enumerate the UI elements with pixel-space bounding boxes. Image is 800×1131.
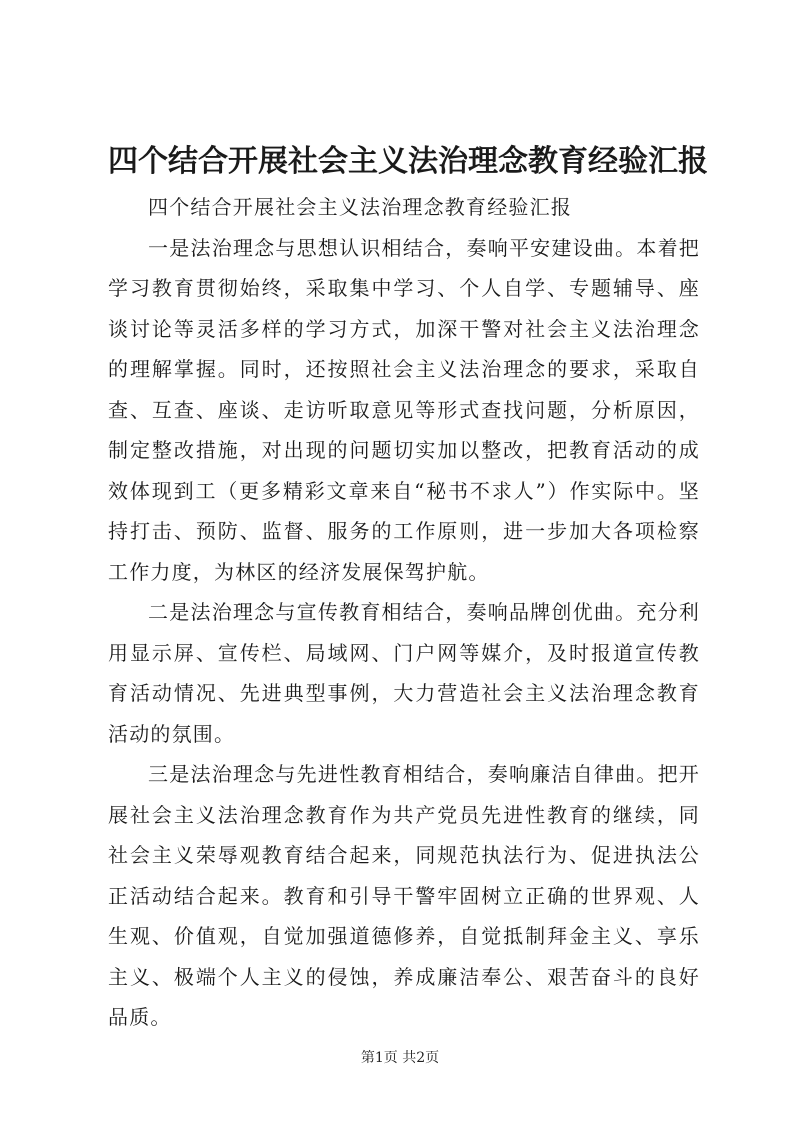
paragraph-3: 三是法治理念与先进性教育相结合，奏响廉洁自律曲。把开展社会主义法治理念教育作为共产党员先进性教育的继续，同社会主义荣辱观教育结合起来，同规范执法行为、促进执法公正活动结合起来。教育和引导干警牢固树立正确的世界观、人生观、价值观，自觉加强道德修养，自觉抵制拜金主义、享乐主义、极端个人主义的侵蚀，养成廉洁奉公、艰苦奋斗的良好品质。 xyxy=(108,762,700,1029)
document-body xyxy=(108,187,700,1038)
paragraph-2: 二是法治理念与宣传教育相结合，奏响品牌创优曲。充分利用显示屏、宣传栏、局域网、门户网等媒介，及时报道宣传教育活动情况、先进典型事例，大力营造社会主义法治理念教育活动的氛围。 xyxy=(108,600,700,746)
page-number-footer: 第1页 共2页 xyxy=(360,1050,440,1066)
paragraph-subtitle: 四个结合开展社会主义法治理念教育经验汇报 xyxy=(148,195,572,219)
paragraph-1: 一是法治理念与思想认识相结合，奏响平安建设曲。本着把学习教育贯彻始终，采取集中学习、个人自学、专题辅导、座谈讨论等灵活多样的学习方式，加深干警对社会主义法治理念的理解掌握。同时，还按照社会主义法治理念的要求，采取自查、互查、座谈、走访听取意见等形式查找问题，分析原因，制定整改措施，对出现的问题切实加以整改，把教育活动的成效体现到工（更多精彩文章来自“秘书不求人”）作实际中。坚持打击、预防、监督、服务的工作原则，进一步加大各项检察工作力度，为林区的经济发展保驾护航。 xyxy=(108,235,700,584)
document-title: 四个结合开展社会主义法治理念教育经验汇报 xyxy=(108,144,708,179)
